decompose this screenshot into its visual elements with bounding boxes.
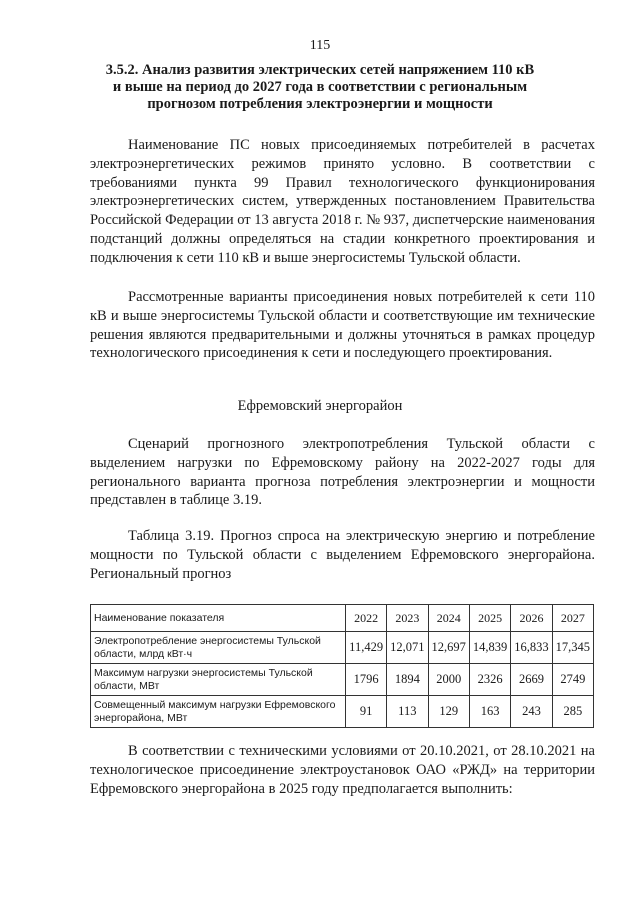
cell-value: 285: [552, 696, 593, 728]
section-heading: [95, 62, 545, 113]
table-caption: Таблица 3.19. Прогноз спроса на электрическую энергию и потребление мощности по Тульской области с выделением Ефремовского энергорайона. Региональный прогноз: [90, 528, 595, 582]
paragraph-naming: Наименование ПС новых присоединяемых потребителей в расчетах электроэнергетических режимов принято условно. В соответствии с требованиями пункта 99 Правил технологического функционирования электроэнергетических систем, утвержденных постановлением Правительства Российской Федерации от 13 августа 2018 г. № 937, диспетчерские наименования подстанций должны определяться на стадии конкретного проектирования и подключения к сети 110 кВ и выше энергосистемы Тульской области.: [90, 137, 595, 266]
header-year: 2026: [511, 605, 552, 632]
page-number: 115: [309, 38, 331, 53]
cell-value: 129: [428, 696, 469, 728]
paragraph-rzd: В соответствии с техническими условиями от 20.10.2021, от 28.10.2021 на технологическое присоединение электроустановок ОАО «РЖД» на территории Ефремовского энергорайона в 2025 году предполагается выполнить:: [90, 743, 595, 797]
cell-value: 16,833: [511, 632, 552, 664]
heading-line-3: прогнозом потребления электроэнергии и мощности: [147, 96, 493, 112]
table-row: [91, 632, 594, 664]
table-row: [91, 696, 594, 728]
header-year: 2024: [428, 605, 469, 632]
cell-value: 91: [346, 696, 387, 728]
cell-value: 2749: [552, 664, 593, 696]
cell-value: 1894: [387, 664, 428, 696]
subheading-efremov: Ефремовский энергорайон: [237, 398, 403, 414]
cell-value: 2669: [511, 664, 552, 696]
table-header-row: [91, 605, 594, 632]
cell-value: 2326: [469, 664, 510, 696]
header-year: 2023: [387, 605, 428, 632]
paragraph-scenario: Сценарий прогнозного электропотребления Тульской области с выделением нагрузки по Ефремовскому району на 2022-2027 годы для регионального варианта прогноза потребления электроэнергии и мощности представлен в таблице 3.19.: [90, 436, 595, 509]
cell-value: 12,697: [428, 632, 469, 664]
header-year: 2027: [552, 605, 593, 632]
heading-line-1: 3.5.2. Анализ развития электрических сетей напряжением 110 кВ: [105, 62, 535, 78]
row-name: Электропотребление энергосистемы Тульской области, млрд кВт·ч: [91, 632, 346, 664]
cell-value: 17,345: [552, 632, 593, 664]
header-name: Наименование показателя: [91, 605, 346, 632]
header-year: 2022: [346, 605, 387, 632]
cell-value: 243: [511, 696, 552, 728]
cell-value: 14,839: [469, 632, 510, 664]
cell-value: 1796: [346, 664, 387, 696]
header-year: 2025: [469, 605, 510, 632]
cell-value: 12,071: [387, 632, 428, 664]
cell-value: 163: [469, 696, 510, 728]
paragraph-variants: Рассмотренные варианты присоединения новых потребителей к сети 110 кВ и выше энергосистемы Тульской области и соответствующие им технические решения являются предварительными и должны уточняться в рамках процедур технологического присоединения к сети и последующего проектирования.: [90, 289, 595, 362]
row-name: Максимум нагрузки энергосистемы Тульской области, МВт: [91, 664, 346, 696]
heading-line-2: и выше на период до 2027 года в соответствии с региональным: [112, 79, 528, 95]
cell-value: 2000: [428, 664, 469, 696]
table-row: [91, 664, 594, 696]
cell-value: 113: [387, 696, 428, 728]
cell-value: 11,429: [346, 632, 387, 664]
forecast-table: [90, 604, 594, 728]
row-name: Совмещенный максимум нагрузки Ефремовского энергорайона, МВт: [91, 696, 346, 728]
